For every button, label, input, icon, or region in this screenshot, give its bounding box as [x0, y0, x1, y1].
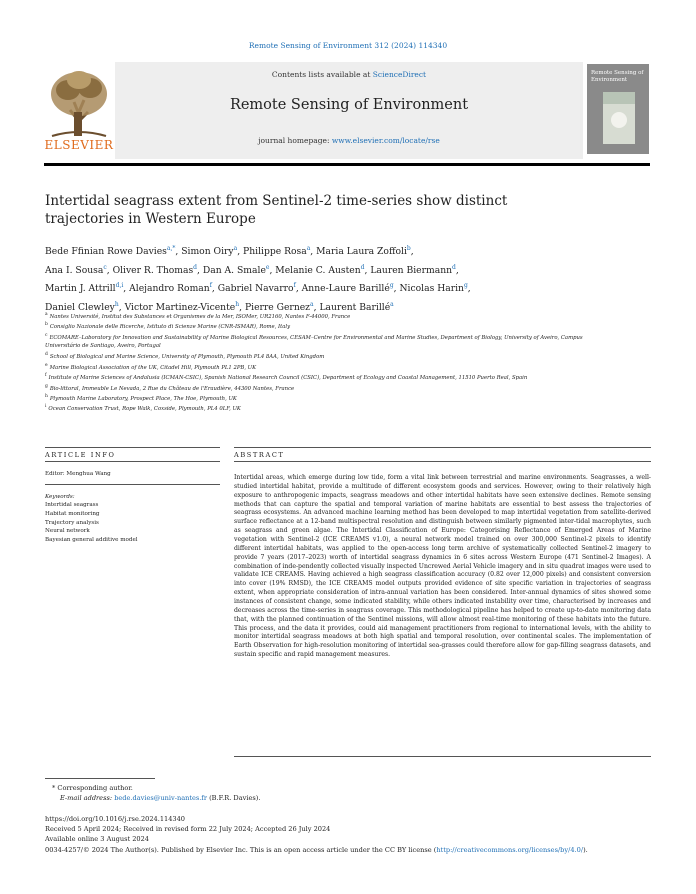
affiliation-text: Marine Biological Association of the UK, Citadel Hill, Plymouth PL1 2PB, UK [49, 364, 257, 371]
author-affiliation-marker[interactable]: e [265, 263, 270, 271]
author-name[interactable]: Dan A. Smale [202, 264, 266, 276]
email-link[interactable]: bede.davies@univ-nantes.fr [114, 794, 207, 802]
abstract-bottom-rule [234, 756, 651, 757]
contents-prefix: Contents lists available at [271, 70, 373, 79]
author-name[interactable]: Oliver R. Thomas [112, 264, 194, 276]
author-affiliation-marker[interactable]: d [193, 263, 198, 271]
affiliation-text: Consiglio Nazionale delle Ricerche, Istituto di Scienze Marine (CNR-ISMAR), Rome, Italy [49, 324, 291, 331]
author-name[interactable]: Maria Laura Zoffoli [316, 246, 407, 258]
cover-graphic-icon [587, 64, 649, 154]
article-info-rule [45, 447, 220, 448]
author-name[interactable]: Simon Oiry [181, 246, 234, 258]
affiliation-item [45, 403, 605, 413]
keyword-list [45, 501, 220, 545]
author-affiliation-marker[interactable]: a [310, 300, 314, 308]
author-affiliation-marker[interactable]: a [233, 245, 238, 252]
author-name[interactable]: Alejandro Roman [129, 283, 210, 295]
author-line: Martin J. Attrill$^{d,i}$, Alejandro Roman$^f$, Gabriel Navarro$^f$, Anne-Laure Barillé$^g$, Nicolas Harin$^g$, [45, 282, 471, 295]
article-info-rule-lower [45, 461, 220, 462]
author-affiliation-marker[interactable]: h [114, 300, 119, 308]
affiliation-item [45, 372, 605, 382]
journal-homepage-link[interactable]: www.elsevier.com/locate/rse [331, 136, 440, 145]
author-affiliation-marker[interactable]: b [406, 245, 411, 252]
license-prefix: 0034-4257/© 2024 The Author(s). Published by Elsevier Inc. This is an open access article under the CC BY license ( [45, 846, 437, 854]
author-line: Ana I. Sousa$^c$, Oliver R. Thomas$^d$, Dan A. Smale$^e$, Melanie C. Austen$^d$, Lauren Biermann$^d$, [45, 263, 459, 276]
author-affiliation-marker[interactable]: c [103, 263, 107, 271]
keyword-item[interactable]: Habitat monitoring [45, 510, 100, 517]
author-name[interactable]: Victor Martinez-Vicente [124, 301, 236, 313]
header-rule [44, 163, 650, 166]
author-affiliation-marker[interactable]: a,* [166, 245, 176, 252]
affiliation-key: d [45, 352, 48, 358]
journal-name: Remote Sensing of Environment [229, 97, 469, 113]
elsevier-wordmark: ELSEVIER [44, 138, 114, 152]
affiliation-text: School of Biological and Marine Science, University of Plymouth, Plymouth PL4 8AA, United Kingdom [49, 353, 325, 360]
article-title [45, 192, 605, 228]
affiliation-item [45, 332, 605, 351]
affiliation-key: a [45, 312, 48, 317]
affiliation-text: ECOMARE–Laboratory for Innovation and Sustainability of Marine Biological Resources, CESAM–Centre for Environmental and Marine Studies, Department of Biology, University of Aveiro, Campus Universitário de Santiago, Aveiro, Portugal [45, 334, 583, 350]
email-label: E-mail address: [60, 794, 115, 802]
affiliation-list [45, 311, 605, 414]
author-affiliation-marker[interactable]: a [390, 300, 394, 308]
author-name[interactable]: Anne-Laure Barillé [301, 283, 390, 295]
affiliation-item [45, 321, 605, 331]
abstract-text: Intertidal areas, which emerge during low tide, form a vital link between terrestrial and marine environments. Seagrasses, a well-studied intertidal habitat, provide a multitude of different ecosystem goods and services. However, owing to their relatively high exposure to anthropogenic impacts, seagrass meadows and other intertidal habitats have seen extensive declines. Remote sensing methods that can capture the spatial and temporal variation of marine habitats are essential to best assess the trajectories of seagrass ecosystems. An advanced machine learning method has been developed to map intertidal vegetation from satellite-derived surface reflectance at a 12-band multispectral resolution and distinguish between similarly pigmented inter-tidal macrophytes, such as seagrass and green algae. The Intertidal Classification of Europe: Categorising Reflectance of Emerged Areas of Marine vegetation with Sentinel-2 (ICE CREAMS v1.0), a neural network model trained on over 300,000 Sentinel-2 pixels to identify different intertidal habitats, was applied to the open-access long term archive of systematically collected Sentinel-2 imagery to provide 7 years (2017–2023) worth of intertidal seagrass dynamics in 6 sites across Western Europe (471 Sentinel-2 Images). A combination of inde-pendently collected visually inspected Uncrewed Aerial Vehicle imagery and in situ quadrat images were used to validate ICE CREAMS. Having achieved a high seagrass classification accuracy (0.82 over 12,000 pixels) and consistent conversion into cover (19% RMSD), the ICE CREAMS model outputs provided evidence of site specific variation in trajectories of seagrass extent, when appropriate consideration of intra-annual variation has been considered. Inter-annual dynamics of sites showed some instances of consistent change, some indicated stability, while others indicated instability over time, characterised by increases and decreases across the time-series in seagrass coverage. This methodological pipeline has helped to create up-to-date monitoring data that, with the planned continuation of the Sentinel missions, will allow almost real-time monitoring of these habitats into the future. This process, and the data it provides, could aid management practitioners from regional to international levels, with the ability to monitor intertidal seagrass meadows at both high spatial and temporal resolution, over continental scales. The implementation of Earth Observation for high-resolution monitoring of intertidal sea-grasses could therefore allow for gap-filling seagrass datasets, and sustain specific and rapid management measures. [234, 474, 651, 659]
abstract-heading: ABSTRACT [234, 451, 285, 459]
affiliation-key: c [45, 332, 48, 338]
affiliation-text: Plymouth Marine Laboratory, Prospect Place, The Hoe, Plymouth, UK [49, 395, 237, 402]
editor-rule [45, 484, 220, 485]
license-suffix: ). [583, 846, 588, 854]
author-name[interactable]: Laurent Barillé [319, 301, 391, 313]
author-affiliation-marker[interactable]: f [293, 282, 296, 290]
affiliation-item [45, 362, 605, 372]
journal-cover-thumbnail[interactable] [587, 64, 649, 154]
author-name[interactable]: Melanie C. Austen [275, 264, 361, 276]
email-line [60, 794, 260, 803]
author-affiliation-marker[interactable]: h [235, 300, 240, 308]
keyword-item[interactable]: Trajectory analysis [45, 519, 99, 526]
title-line-2: trajectories in Western Europe [45, 211, 256, 227]
license-link[interactable]: http://creativecommons.org/licenses/by/4.0/ [436, 846, 584, 854]
affiliation-text: Nantes Université, Institut des Substances et Organismes de la Mer, ISOMer, UR2160, Nantes F-44000, France [49, 313, 351, 320]
affiliation-key: f [45, 373, 47, 379]
author-affiliation-marker[interactable]: g [463, 282, 468, 290]
corresponding-author-note: * Corresponding author. [52, 784, 133, 792]
keyword-item[interactable]: Neural network [45, 528, 90, 535]
editor-line: Editor: Menghua Wang [45, 471, 111, 477]
affiliation-text: Ocean Conservation Trust, Rope Walk, Coxside, Plymouth, PL4 0LF, UK [48, 406, 241, 413]
affiliation-key: g [45, 383, 48, 389]
author-line: Daniel Clewley$^h$, Victor Martinez-Vicente$^h$, Pierre Gernez$^a$, Laurent Barillé$^a$ [45, 300, 394, 313]
article-info-heading: ARTICLE INFO [45, 451, 116, 459]
affiliation-key: b [45, 322, 48, 328]
contents-line [115, 70, 583, 79]
footnote-rule [45, 778, 155, 779]
affiliation-text: Bio-littoral, Immeuble Le Nevada, 2 Rue du Château de l'Eraudière, 44300 Nantes, France [49, 385, 295, 392]
abstract-rule-lower [234, 461, 651, 462]
author-name[interactable]: Gabriel Navarro [217, 283, 294, 295]
author-list [45, 241, 605, 315]
author-affiliation-marker[interactable]: d,i [115, 282, 124, 290]
affiliation-key: i [45, 404, 47, 410]
author-name[interactable]: Philippe Rosa [243, 246, 307, 258]
homepage-line [115, 136, 583, 145]
abstract-rule [234, 447, 651, 448]
author-affiliation-marker[interactable]: d [360, 263, 365, 271]
available-online: Available online 3 August 2024 [45, 835, 149, 843]
author-name[interactable]: Pierre Gernez [244, 301, 311, 313]
author-name[interactable]: Martin J. Attrill [45, 283, 116, 295]
author-name[interactable]: Daniel Clewley [45, 301, 115, 313]
homepage-prefix: journal homepage: [258, 136, 332, 145]
sciencedirect-link[interactable]: ScienceDirect [372, 70, 427, 79]
affiliation-text: Institute of Marine Sciences of Andalusia (ICMAN-CSIC), Spanish National Research Council (CSIC), Department of Ecology and Coastal Management, 11510 Puerto Real, Spain [48, 374, 528, 381]
received-dates: Received 5 April 2024; Received in revised form 22 July 2024; Accepted 26 July 2024 [45, 825, 331, 833]
author-name[interactable]: Bede Ffinian Rowe Davies [45, 246, 167, 258]
email-suffix: (B.F.R. Davies). [207, 794, 261, 802]
author-affiliation-marker[interactable]: a [306, 245, 311, 252]
affiliation-item [45, 393, 605, 403]
journal-citation-link[interactable]: Remote Sensing of Environment 312 (2024) 114340 [248, 41, 448, 50]
affiliation-item [45, 351, 605, 361]
keyword-item[interactable]: Bayesian general additive model [45, 537, 138, 544]
author-affiliation-marker[interactable]: f [209, 282, 212, 290]
article-info-panel [45, 470, 220, 545]
author-affiliation-marker[interactable]: d [452, 263, 456, 271]
doi-link[interactable]: https://doi.org/10.1016/j.rse.2024.114340 [45, 815, 185, 823]
affiliation-item [45, 383, 605, 393]
affiliation-key: h [45, 393, 48, 399]
title-line-1: Intertidal seagrass extent from Sentinel-2 time-series show distinct [45, 193, 508, 209]
author-name[interactable]: Ana I. Sousa [45, 264, 104, 276]
author-line: Bede Ffinian Rowe Davies$^{a,*}$, Simon Oiry$^a$, Philippe Rosa$^a$, Maria Laura Zoffoli$^b$, [45, 245, 414, 258]
license-line [45, 846, 655, 855]
affiliation-key: e [45, 362, 48, 368]
keywords-label: Keywords: [45, 493, 75, 500]
author-name[interactable]: Lauren Biermann [370, 264, 453, 276]
keyword-item[interactable]: Intertidal seagrass [45, 502, 99, 509]
cover-title: Remote Sensing of Environment [591, 70, 644, 83]
author-affiliation-marker[interactable]: g [389, 282, 394, 290]
affiliation-item [45, 311, 605, 321]
author-name[interactable]: Nicolas Harin [399, 283, 464, 295]
